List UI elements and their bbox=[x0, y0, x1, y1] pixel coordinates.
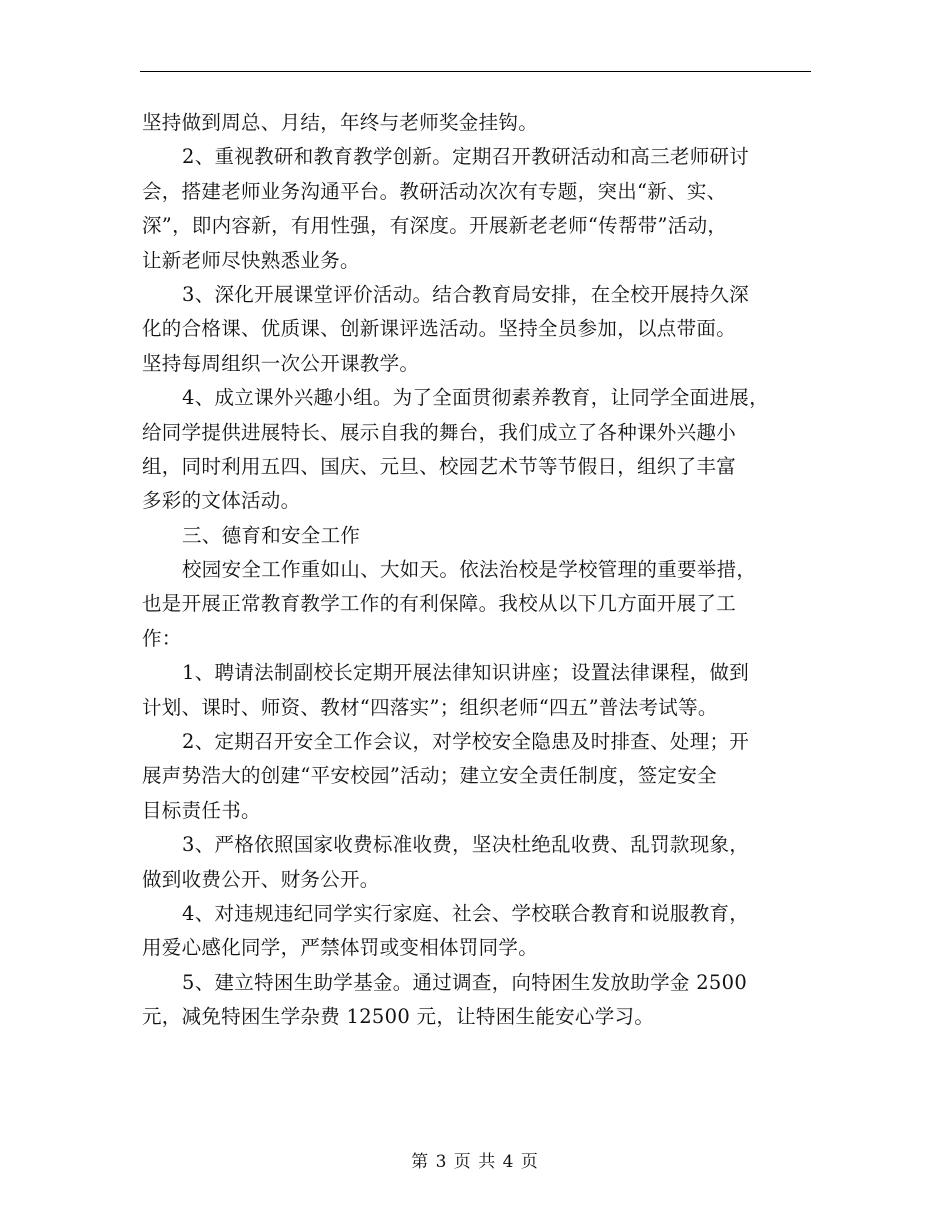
text-line: 也是开展正常教育教学工作的有利保障。我校从以下几方面开展了工 bbox=[142, 592, 737, 616]
text-line: 元，减免特困生学杂费 12500 元，让特困生能安心学习。 bbox=[142, 1005, 655, 1029]
text-line: 让新老师尽快熟悉业务。 bbox=[142, 248, 360, 272]
text-line: 校园安全工作重如山、大如天。依法治校是学校管理的重要举措， bbox=[182, 558, 757, 582]
text-line: 组，同时利用五四、国庆、元旦、校园艺术节等节假日，组织了丰富 bbox=[142, 454, 737, 478]
text-line: 目标责任书。 bbox=[142, 798, 261, 822]
text-line: 5、建立特困生助学基金。通过调查，向特困生发放助学金 2500 bbox=[182, 970, 748, 994]
text-line: 多彩的文体活动。 bbox=[142, 489, 301, 513]
text-line: 给同学提供进展特长、展示自我的舞台，我们成立了各种课外兴趣小 bbox=[142, 420, 737, 444]
text-line: 化的合格课、优质课、创新课评选活动。坚持全员参加，以点带面。 bbox=[142, 317, 737, 341]
text-line: 展声势浩大的创建“平安校园”活动；建立安全责任制度，签定安全 bbox=[142, 764, 717, 788]
text-line: 1、聘请法制副校长定期开展法律知识讲座；设置法律课程，做到 bbox=[182, 661, 750, 685]
text-line: 4、成立课外兴趣小组。为了全面贯彻素养教育，让同学全面进展， bbox=[182, 386, 769, 410]
text-line: 坚持做到周总、月结，年终与老师奖金挂钩。 bbox=[142, 111, 539, 134]
document-body bbox=[142, 106, 822, 1035]
text-line: 做到收费公开、财务公开。 bbox=[142, 867, 380, 891]
header-rule bbox=[140, 71, 811, 72]
text-line: 3、深化开展课堂评价活动。结合教育局安排，在全校开展持久深 bbox=[182, 282, 750, 306]
page-number-footer: 第 3 页 共 4 页 bbox=[411, 1152, 539, 1172]
section-heading: 三、德育和安全工作 bbox=[182, 523, 361, 547]
text-line: 计划、课时、师资、教材“四落实”；组织老师“四五”普法考试等。 bbox=[142, 695, 718, 719]
text-line: 用爱心感化同学，严禁体罚或变相体罚同学。 bbox=[142, 936, 539, 960]
text-line: 3、严格依照国家收费标准收费，坚决杜绝乱收费、乱罚款现象， bbox=[182, 833, 750, 857]
text-line: 坚持每周组织一次公开课教学。 bbox=[142, 351, 420, 375]
text-line: 作： bbox=[142, 626, 182, 650]
text-line: 深”，即内容新，有用性强，有深度。开展新老老师“传帮带”活动， bbox=[142, 214, 728, 238]
text-line: 2、定期召开安全工作会议，对学校安全隐患及时排查、处理；开 bbox=[182, 730, 750, 754]
text-line: 2、重视教研和教育教学创新。定期召开教研活动和高三老师研讨 bbox=[182, 145, 750, 169]
text-line: 4、对违规违纪同学实行家庭、社会、学校联合教育和说服教育， bbox=[182, 901, 750, 925]
text-line: 会，搭建老师业务沟通平台。教研活动次次有专题，突出“新、实、 bbox=[142, 179, 727, 203]
